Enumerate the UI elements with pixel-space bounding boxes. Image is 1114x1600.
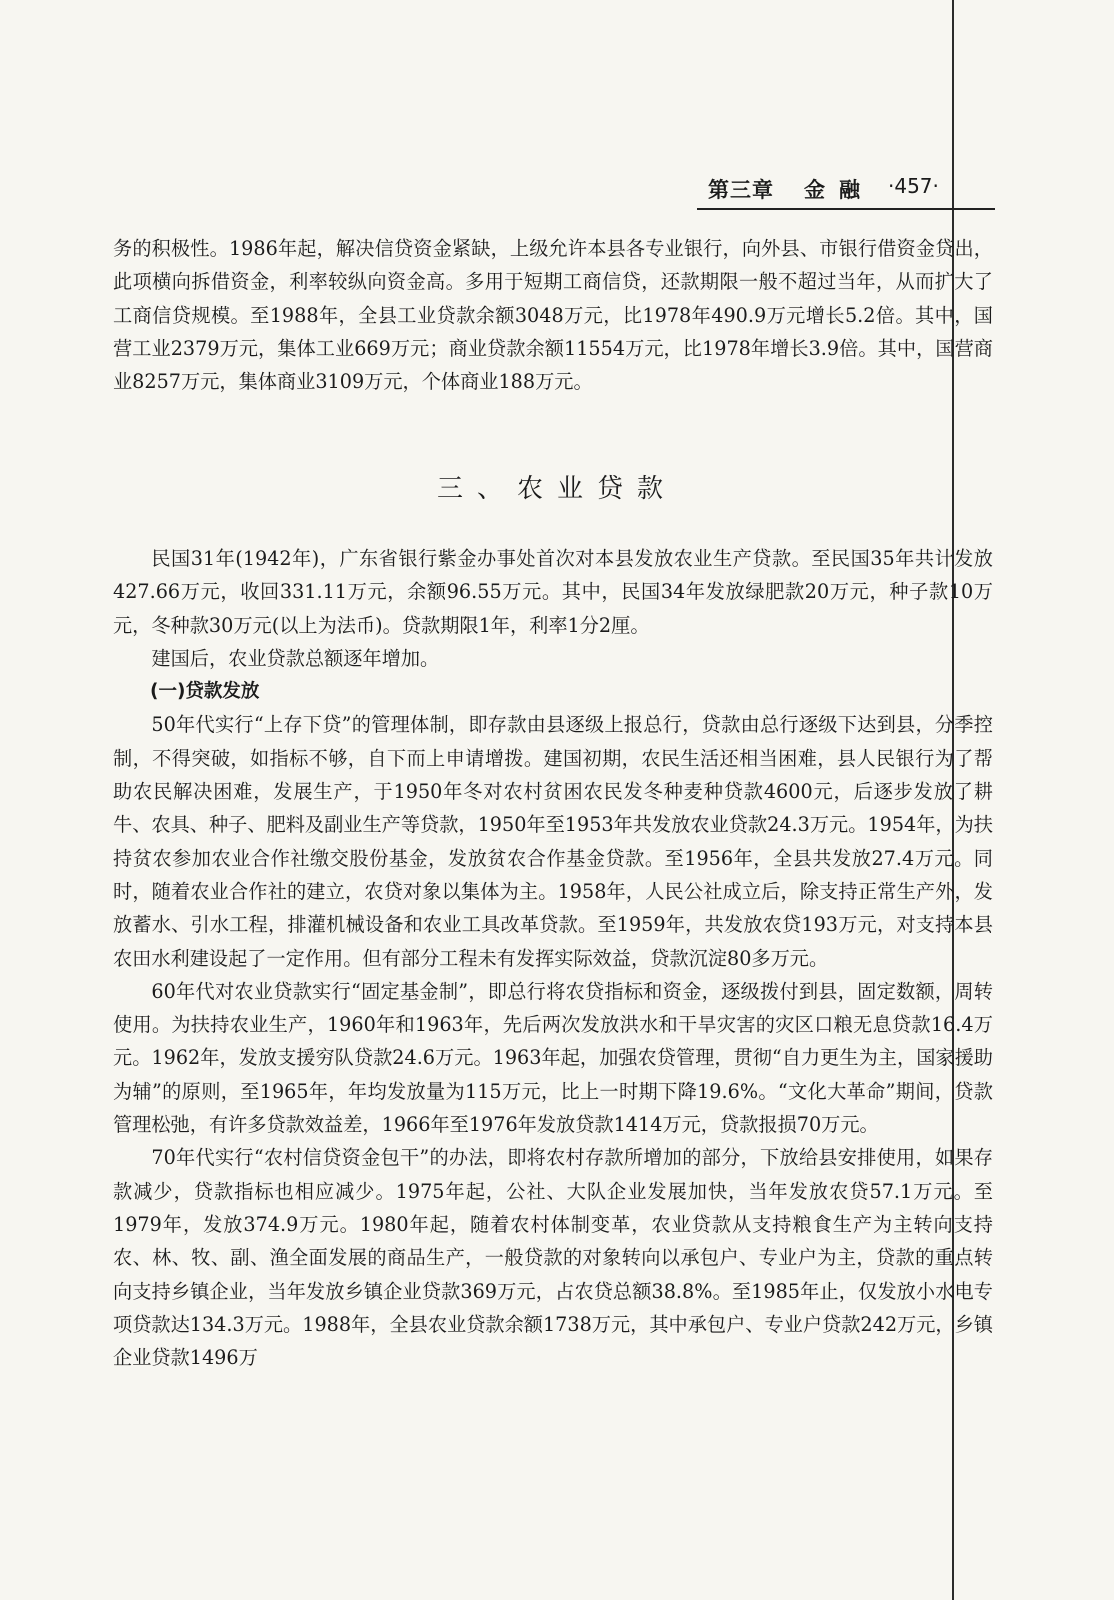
running-header [700,172,982,204]
subheading-loan-issuance: (一)贷款发放 [150,681,260,703]
paragraph-republic-era-loans: 民国31年(1942年)，广东省银行紫金办事处首次对本县发放农业生产贷款。至民国35年共计发放427.66万元，收回331.11万元，余额96.55万元。其中，民国34年发放绿肥款20万元，种子款10万元，冬种款30万元(以上为法币)。贷款期限1年，利率1分2厘。 [113,547,993,637]
paragraph-1950s: 50年代实行“上存下贷”的管理体制，即存款由县逐级上报总行，贷款由总行逐级下达到县，分季控制，不得突破，如指标不够，自下而上申请增拨。建国初期，农民生活还相当困难，县人民银行为了帮助农民解决困难，发展生产，于1950年冬对农村贫困农民发冬种麦种贷款4600元，后逐步发放了耕牛、农具、种子、肥料及副业生产等贷款，1950年至1953年共发放农业贷款24.3万元。1954年，为扶持贫农参加农业合作社缴交股份基金，发放贫农合作基金贷款。至1956年，全县共发放27.4万元。同时，随着农业合作社的建立，农贷对象以集体为主。1958年，人民公社成立后，除支持正常生产外，发放蓄水、引水工程，排灌机械设备和农业工具改革贷款。至1959年，共发放农贷193万元，对支持本县农田水利建设起了一定作用。但有部分工程未有发挥实际效益，贷款沉淀80多万元。 [113,713,993,970]
continued-paragraph: 务的积极性。1986年起，解决信贷资金紧缺，上级允许本县各专业银行，向外县、市银行借资金贷出，此项横向拆借资金，利率较纵向资金高。多用于短期工商信贷，还款期限一般不超过当年，从而扩大了工商信贷规模。至1988年，全县工业贷款余额3048万元，比1978年490.9万元增长5.2倍。其中，国营工业2379万元，集体工业669万元；商业贷款余额11554万元，比1978年增长3.9倍。其中，国营商业8257万元，集体商业3109万元，个体商业188万元。 [113,237,993,394]
header-section: 金融 [804,178,874,202]
section-title: 三、农业贷款 [436,474,677,504]
paragraph-1970s-1980s: 70年代实行“农村信贷资金包干”的办法，即将农村存款所增加的部分，下放给县安排使用，如果存款减少，贷款指标也相应减少。1975年起，公社、大队企业发展加快，当年发放农贷57.1万元。至1979年，发放374.9万元。1980年起，随着农村体制变革，农业贷款从支持粮食生产为主转向支持农、林、牧、副、渔全面发展的商品生产，一般贷款的对象转向以承包户、专业户为主，贷款的重点转向支持乡镇企业，当年发放乡镇企业贷款369万元，占农贷总额38.8%。至1985年止，仅发放小水电专项贷款达134.3万元。1988年，全县农业贷款余额1738万元，其中承包户、专业户贷款242万元，乡镇企业贷款1496万 [113,1146,993,1370]
section-body [113,542,993,1374]
paragraph-post-1949: 建国后，农业贷款总额逐年增加。 [151,646,440,670]
header-chapter: 第三章 [708,178,774,202]
paragraph-1960s: 60年代对农业贷款实行“固定基金制”，即总行将农贷指标和资金，逐级拨付到县，固定数额，周转使用。为扶持农业生产，1960年和1963年，先后两次发放洪水和干旱灾害的灾区口粮无息贷款16.4万元。1962年，发放支援穷队贷款24.6万元。1963年起，加强农贷管理，贯彻“自力更生为主，国家援助为辅”的原则，至1965年，年均发放量为115万元，比上一时期下降19.6%。“文化大革命”期间，贷款管理松弛，有许多贷款效益差，1966年至1976年发放贷款1414万元，贷款报损70万元。 [113,979,993,1137]
header-rule [697,208,995,210]
page-number: ·457· [888,174,939,198]
continued-paragraph-block [113,232,993,398]
